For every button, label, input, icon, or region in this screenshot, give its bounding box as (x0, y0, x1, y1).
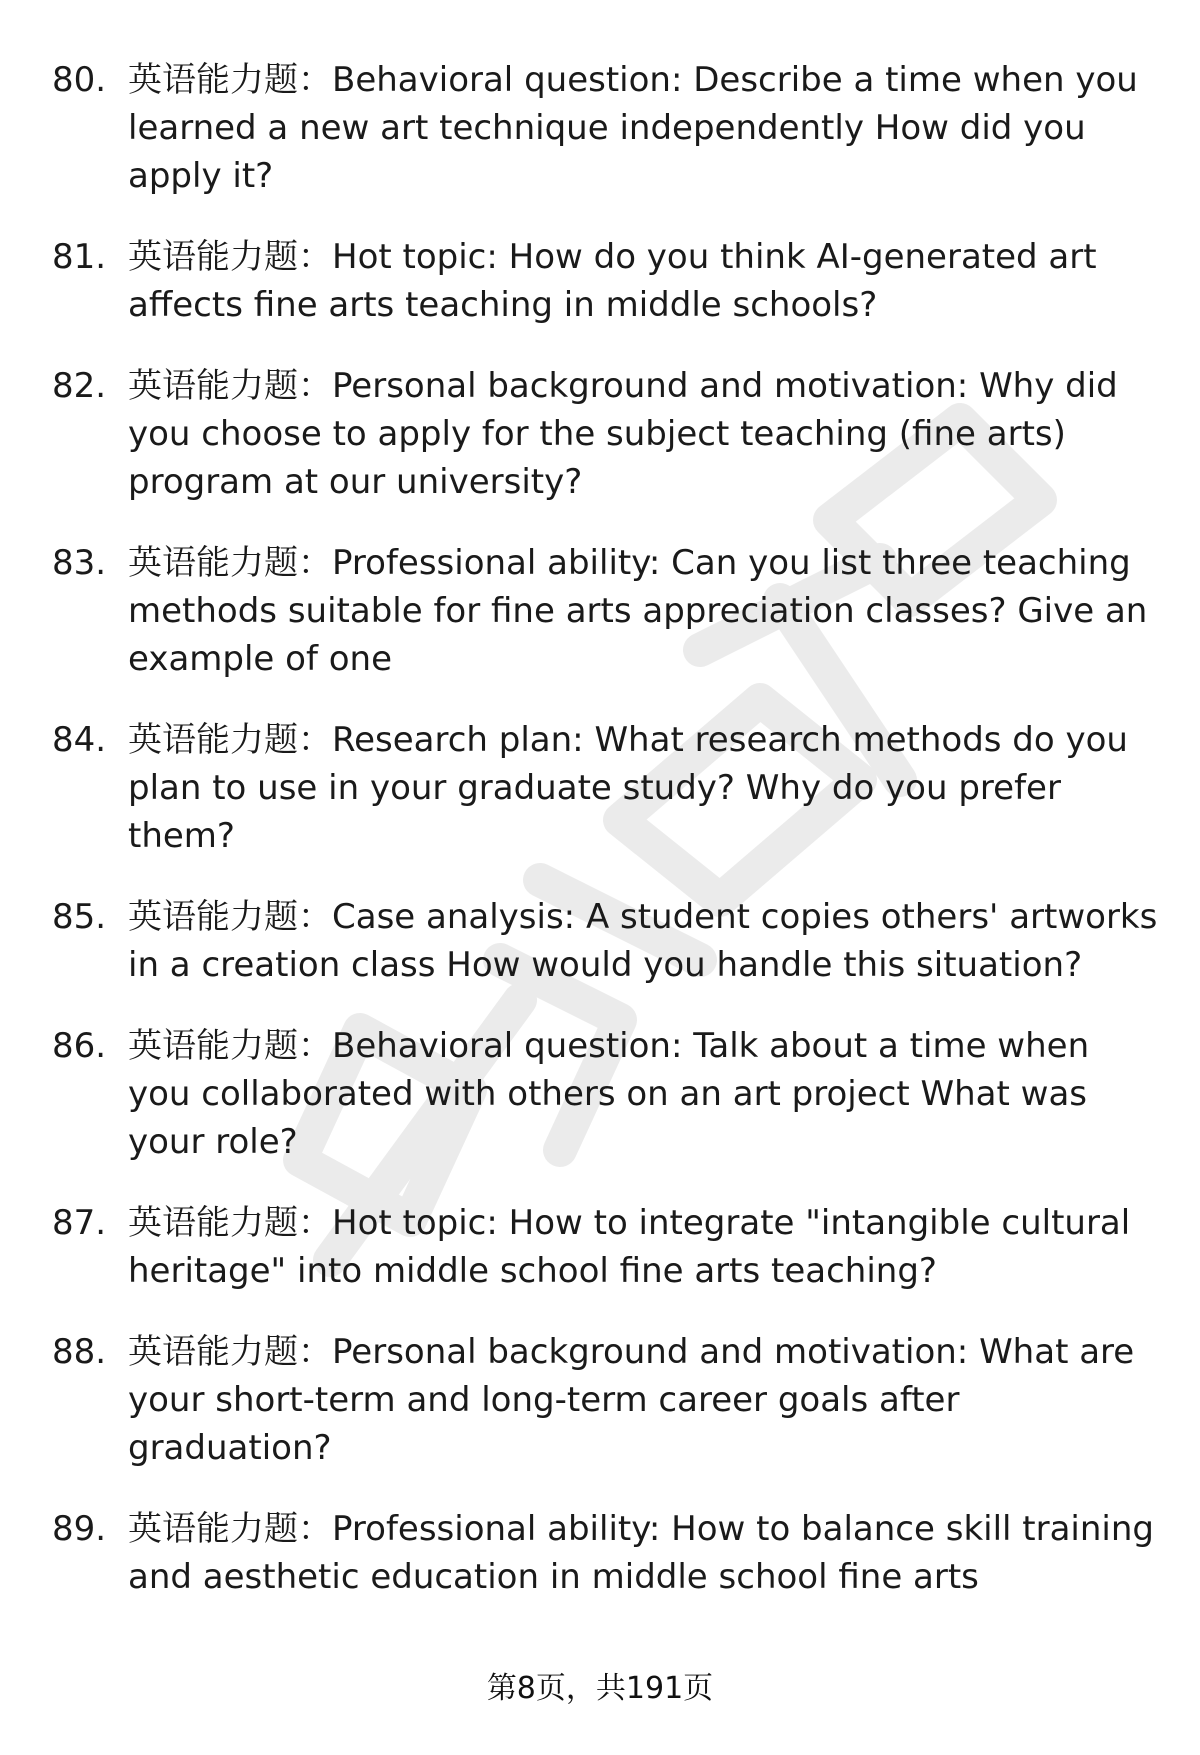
question-category: 英语能力题： (128, 897, 332, 937)
question-item (52, 1022, 1162, 1166)
question-category: 英语能力题： (128, 237, 332, 277)
question-item (52, 56, 1162, 200)
question-item (52, 893, 1162, 989)
question-item (52, 539, 1162, 683)
question-text: Case analysis: A student copies others' artworks in a creation class How would you handle this situation? (128, 897, 1158, 985)
question-text: Behavioral question: Describe a time when you learned a new art technique independently How did you apply it? (128, 60, 1138, 196)
question-category: 英语能力题： (128, 720, 332, 760)
question-body (128, 893, 1162, 989)
question-body (128, 716, 1162, 860)
question-item (52, 233, 1162, 329)
page-number: 第8页，共191页 (486, 1671, 714, 1706)
question-body (128, 1505, 1162, 1601)
question-item (52, 1199, 1162, 1295)
question-item (52, 1328, 1162, 1472)
question-number: 86. (52, 1026, 107, 1066)
question-body (128, 233, 1162, 329)
question-body (128, 362, 1162, 506)
question-number: 85. (52, 897, 107, 937)
question-number: 81. (52, 237, 107, 277)
question-category: 英语能力题： (128, 366, 332, 406)
question-body (128, 1022, 1162, 1166)
question-text: Behavioral question: Talk about a time when you collaborated with others on an art project What was your role? (128, 1026, 1090, 1162)
question-item (52, 716, 1162, 860)
question-number: 84. (52, 720, 107, 760)
question-number: 80. (52, 60, 107, 100)
question-text: Hot topic: How to integrate "intangible cultural heritage" into middle school fine arts teaching? (128, 1203, 1131, 1291)
question-list (52, 56, 1162, 1634)
question-category: 英语能力题： (128, 60, 332, 100)
question-text: Personal background and motivation: What are your short-term and long-term career goals after graduation? (128, 1332, 1135, 1468)
question-text: Professional ability: Can you list three teaching methods suitable for fine arts appreciation classes? Give an example of one (128, 543, 1148, 679)
question-number: 87. (52, 1203, 107, 1243)
question-item (52, 362, 1162, 506)
question-body (128, 539, 1162, 683)
question-body (128, 1328, 1162, 1472)
question-text: Personal background and motivation: Why did you choose to apply for the subject teaching (fine arts) program at our university? (128, 366, 1118, 502)
question-category: 英语能力题： (128, 1026, 332, 1066)
question-item (52, 1505, 1162, 1601)
question-text: Research plan: What research methods do you plan to use in your graduate study? Why do you prefer them? (128, 720, 1128, 856)
question-number: 83. (52, 543, 107, 583)
question-category: 英语能力题： (128, 1203, 332, 1243)
question-text: Hot topic: How do you think AI-generated art affects fine arts teaching in middle schools? (128, 237, 1097, 325)
question-category: 英语能力题： (128, 1509, 332, 1549)
question-number: 89. (52, 1509, 107, 1549)
question-category: 英语能力题： (128, 543, 332, 583)
question-category: 英语能力题： (128, 1332, 332, 1372)
page-footer (0, 1669, 1200, 1709)
question-body (128, 1199, 1162, 1295)
question-number: 82. (52, 366, 107, 406)
question-body (128, 56, 1162, 200)
question-number: 88. (52, 1332, 107, 1372)
question-text: Professional ability: How to balance skill training and aesthetic education in middle school fine arts (128, 1509, 1154, 1597)
